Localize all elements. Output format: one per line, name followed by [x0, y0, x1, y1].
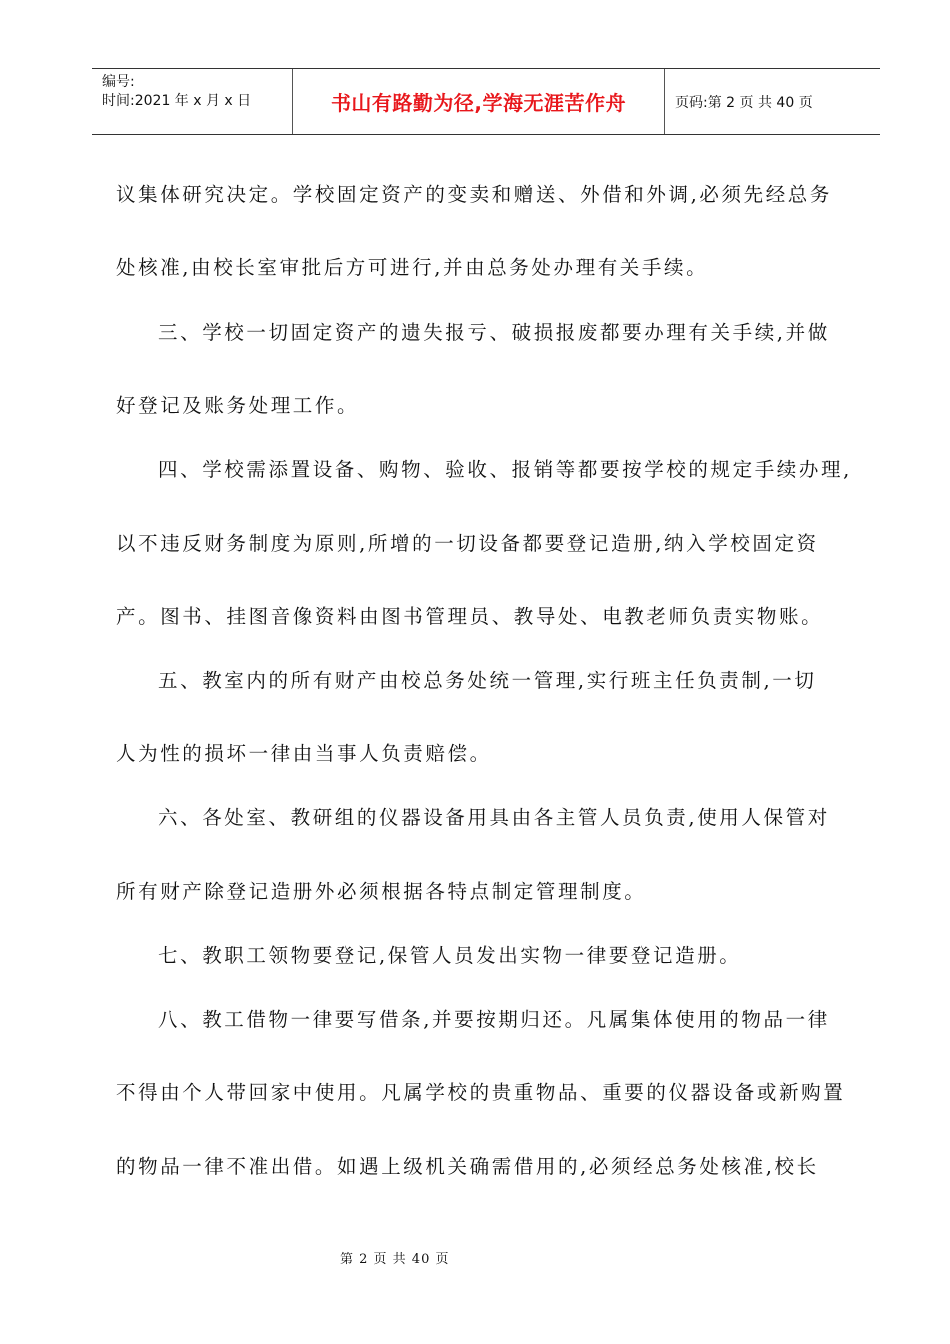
- text-line: 好登记及账务处理工作。: [116, 394, 360, 417]
- page-header: [92, 68, 880, 135]
- text-line: 不得由个人带回家中使用。凡属学校的贵重物品、重要的仪器设备或新购置: [116, 1081, 846, 1104]
- text-line: 人为性的损坏一律由当事人负责赔偿。: [116, 742, 492, 765]
- text-line: 的物品一律不准出借。如遇上级机关确需借用的,必须经总务处核准,校长: [116, 1155, 819, 1178]
- text-line: 八、教工借物一律要写借条,并要按期归还。凡属集体使用的物品一律: [158, 1008, 830, 1031]
- page-footer: 第 2 页 共 40 页: [340, 1252, 450, 1267]
- header-meta: [92, 69, 293, 134]
- text-line: 议集体研究决定。学校固定资产的变卖和赠送、外借和外调,必须先经总务: [116, 183, 832, 206]
- text-line: 产。图书、挂图音像资料由图书管理员、教导处、电教老师负责实物账。: [116, 605, 824, 628]
- text-line: 三、学校一切固定资产的遗失报亏、破损报废都要办理有关手续,并做: [158, 321, 830, 344]
- text-line: 六、各处室、教研组的仪器设备用具由各主管人员负责,使用人保管对: [158, 806, 830, 829]
- number-label: 编号:: [102, 74, 135, 90]
- text-line: 五、教室内的所有财产由校总务处统一管理,实行班主任负责制,一切: [158, 669, 817, 692]
- time-label: 时间:2021 年 x 月 x 日: [102, 93, 252, 109]
- text-line: 以不违反财务制度为原则,所增的一切设备都要登记造册,纳入学校固定资: [116, 532, 819, 555]
- text-line: 所有财产除登记造册外必须根据各特点制定管理制度。: [116, 880, 647, 903]
- text-line: 处核准,由校长室审批后方可进行,并由总务处办理有关手续。: [116, 256, 709, 279]
- header-motto: 书山有路勤为径,学海无涯苦作舟: [293, 69, 665, 134]
- header-page-info: 页码:第 2 页 共 40 页: [675, 94, 813, 111]
- text-line: 七、教职工领物要登记,保管人员发出实物一律要登记造册。: [158, 944, 742, 967]
- text-line: 四、学校需添置设备、购物、验收、报销等都要按学校的规定手续办理,: [158, 458, 852, 481]
